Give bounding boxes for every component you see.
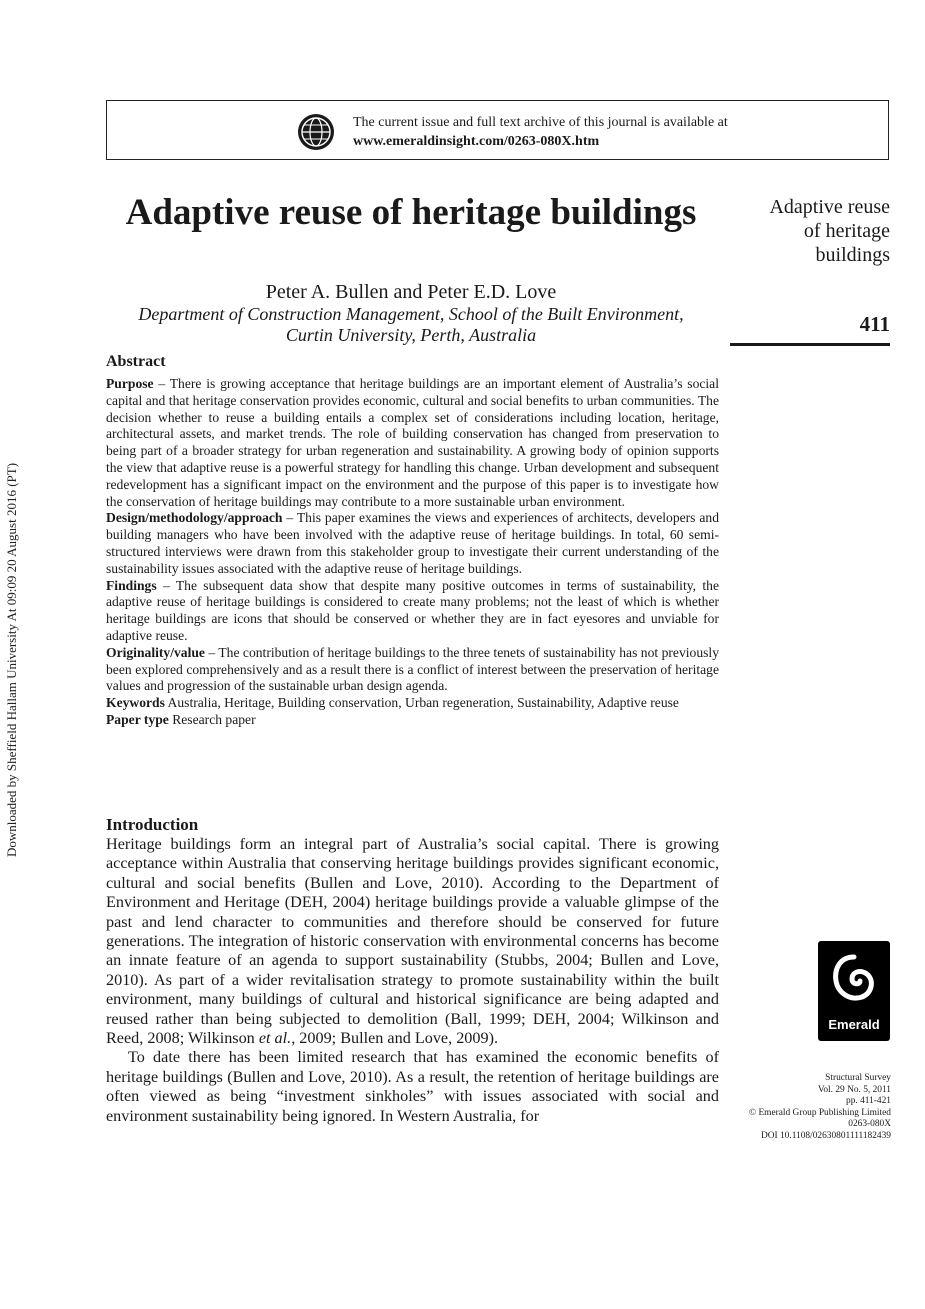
emerald-logo-text: Emerald xyxy=(828,1017,880,1032)
availability-line: The current issue and full text archive of this journal is available at xyxy=(353,115,728,130)
running-head-line-2: of heritage xyxy=(803,220,890,242)
originality-text: – The contribution of heritage buildings to the three tenets of sustainability has not previously been explored comprehensively and as a result there is a conflict of interest between the preservation of heritage values and progression of the sustainable urban design agenda. xyxy=(106,644,719,694)
intro-paragraph-1 xyxy=(106,835,719,1048)
page-number-rule xyxy=(730,343,890,346)
abstract-design xyxy=(106,510,719,577)
header-text xyxy=(353,113,728,151)
journal-info xyxy=(706,1073,891,1143)
abstract-purpose xyxy=(106,376,719,510)
keywords-label: Keywords xyxy=(106,695,165,711)
paper-type-label: Paper type xyxy=(106,711,169,727)
journal-name: Structural Survey xyxy=(825,1073,891,1083)
design-label: Design/methodology/approach xyxy=(106,510,283,526)
introduction-heading: Introduction xyxy=(106,815,199,834)
download-note xyxy=(2,440,22,880)
originality-label: Originality/value xyxy=(106,644,205,660)
design-text: – This paper examines the views and experiences of architects, developers and building managers who have been involved with the adaptive reuse of heritage buildings. In total, 60 semi-structured interviews were drawn from this stakeholder group to investigate their current understanding of the sustainability issues associated with the adaptive reuse of heritage buildings. xyxy=(106,510,719,576)
affiliation-line-2: Curtin University, Perth, Australia xyxy=(285,325,537,345)
abstract-paper-type xyxy=(106,712,719,729)
intro-p1-etal: et al. xyxy=(258,1029,292,1048)
globe-icon xyxy=(297,113,335,151)
abstract-findings xyxy=(106,578,719,645)
affiliation-line-1: Department of Construction Management, School of the Built Environment, xyxy=(138,304,684,324)
abstract-keywords xyxy=(106,695,719,712)
journal-doi: DOI 10.1108/02630801111182439 xyxy=(760,1130,891,1141)
running-head-line-3: buildings xyxy=(815,244,890,266)
running-head-line-1: Adaptive reuse xyxy=(769,196,890,218)
intro-paragraph-2: To date there has been limited research that has examined the economic benefits of heritage buildings (Bullen and Love, 2010). As a result, the retention of heritage buildings are often viewed as being “investment sinkholes” with issues associated with social and environment sustainability being ignored. In Western Australia, for xyxy=(106,1048,719,1125)
intro-p1-text-a: Heritage buildings form an integral part of Australia’s social capital. There is growing acceptance within Australia that conserving heritage buildings provides significant economic, cultural and social benefits (Bullen and Love, 2010). According to the Department of Environment and Heritage (DEH, 2004) heritage buildings provide a valuable glimpse of the past and lend character to communities and therefore should be conserved for future generations. The integration of historic conservation with environmental concerns has become an innate feature of an agenda to support sustainability (Stubbs, 2004; Bullen and Love, 2010). As part of a wider revitalisation strategy to promote sustainability within the built environment, many buildings of cultural and historical significance are being adapted and reused rather than being subjected to demolition (Ball, 1999; DEH, 2004; Wilkinson and Reed, 2008; Wilkinson xyxy=(106,835,719,1048)
journal-copyright: © Emerald Group Publishing Limited xyxy=(748,1107,891,1118)
intro-p1-text-b: , 2009; Bullen and Love, 2009). xyxy=(291,1029,499,1048)
emerald-swirl-icon xyxy=(830,951,878,1007)
paper-authors: Peter A. Bullen and Peter E.D. Love xyxy=(265,281,557,303)
emerald-logo xyxy=(818,941,890,1041)
journal-availability-box xyxy=(106,100,889,160)
abstract-originality xyxy=(106,645,719,695)
paper-title: Adaptive reuse of heritage buildings xyxy=(125,192,697,233)
journal-url-link[interactable]: www.emeraldinsight.com/0263-080X.htm xyxy=(353,134,600,149)
findings-text: – The subsequent data show that despite many positive outcomes in terms of sustainability, the adaptive reuse of heritage buildings is considered to create many problems; not the least of which is whether heritage buildings are icons that should be conserved or whether they are in fact eyesores and unviable for adaptive reuse. xyxy=(106,577,719,643)
purpose-label: Purpose xyxy=(106,376,154,391)
findings-label: Findings xyxy=(106,577,157,593)
keywords-text: Australia, Heritage, Building conservation, Urban regeneration, Sustainability, Adaptive reuse xyxy=(164,695,679,711)
paper-type-text: Research paper xyxy=(168,711,256,727)
journal-volume: Vol. 29 No. 5, 2011 xyxy=(817,1084,891,1095)
download-note-text: Downloaded by Sheffield Hallam University At 09:09 20 August 2016 (PT) xyxy=(4,462,19,858)
journal-issn: 0263-080X xyxy=(848,1119,891,1130)
abstract-section xyxy=(106,352,719,729)
running-head xyxy=(720,195,890,267)
author-affiliation xyxy=(106,304,716,346)
journal-pages: pp. 411-421 xyxy=(846,1096,891,1107)
introduction-section xyxy=(106,815,719,1126)
page-number: 411 xyxy=(859,312,890,336)
purpose-text: – There is growing acceptance that heritage buildings are an important element of Australia’s social capital and that heritage conservation provides economic, cultural and social benefits to urban communities. The decision whether to reuse a building entails a complex set of considerations including location, heritage, architectural assets, and market trends. The role of building conservation has changed from preservation to being part of a broader strategy for urban regeneration and sustainability. A growing body of opinion supports the view that adaptive reuse is a powerful strategy for handling this change. Urban development and subsequent redevelopment has a significant impact on the environment and the purpose of this paper is to investigate how the conservation of heritage buildings may contribute to a more sustainable urban environment. xyxy=(106,376,719,509)
abstract-heading: Abstract xyxy=(106,353,166,370)
